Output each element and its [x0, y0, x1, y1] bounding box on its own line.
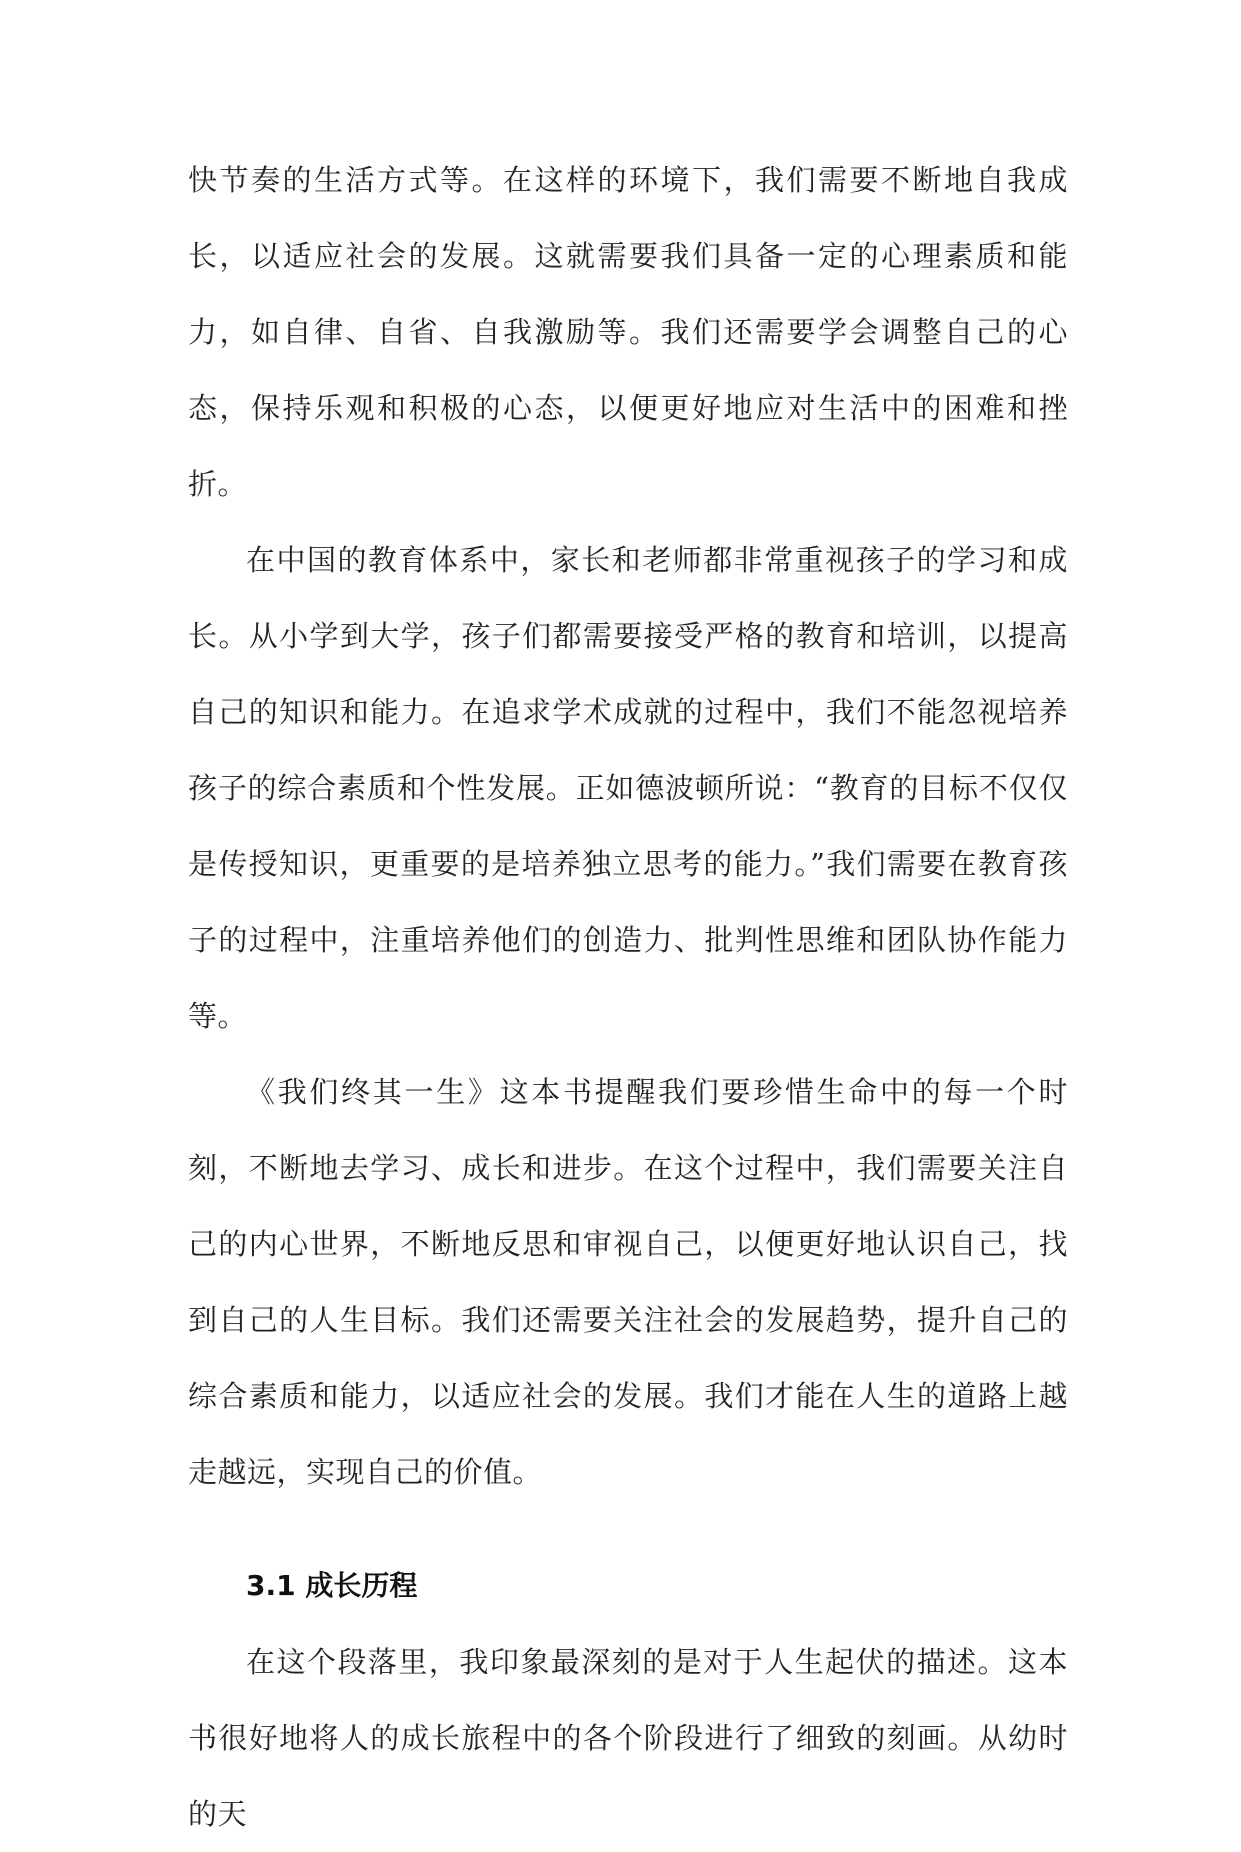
paragraph-book-reflection: 《我们终其一生》这本书提醒我们要珍惜生命中的每一个时刻，不断地去学习、成长和进步。在这个过程中，我们需要关注自己的内心世界，不断地反思和审视自己，以便更好地认识自己，找到自己的人生目标。我们还需要关注社会的发展趋势，提升自己的综合素质和能力，以适应社会的发展。我们才能在人生的道路上越走越远，实现自己的价值。 — [188, 1075, 1068, 1489]
section-heading: 3.1 成长历程 — [246, 1569, 418, 1602]
paragraph-continuation: 快节奏的生活方式等。在这样的环境下，我们需要不断地自我成长，以适应社会的发展。这就需要我们具备一定的心理素质和能力，如自律、自省、自我激励等。我们还需要学会调整自己的心态，保持乐观和积极的心态，以便更好地应对生活中的困难和挫折。 — [188, 163, 1068, 501]
document-body — [188, 142, 1068, 1852]
paragraph-growth: 在这个段落里，我印象最深刻的是对于人生起伏的描述。这本书很好地将人的成长旅程中的各个阶段进行了细致的刻画。从幼时的天 — [188, 1645, 1068, 1831]
paragraph-education: 在中国的教育体系中，家长和老师都非常重视孩子的学习和成长。从小学到大学，孩子们都需要接受严格的教育和培训，以提高自己的知识和能力。在追求学术成就的过程中，我们不能忽视培养孩子的综合素质和个性发展。正如德波顿所说：“教育的目标不仅仅是传授知识，更重要的是培养独立思考的能力。”我们需要在教育孩子的过程中，注重培养他们的创造力、批判性思维和团队协作能力等。 — [188, 543, 1068, 1033]
